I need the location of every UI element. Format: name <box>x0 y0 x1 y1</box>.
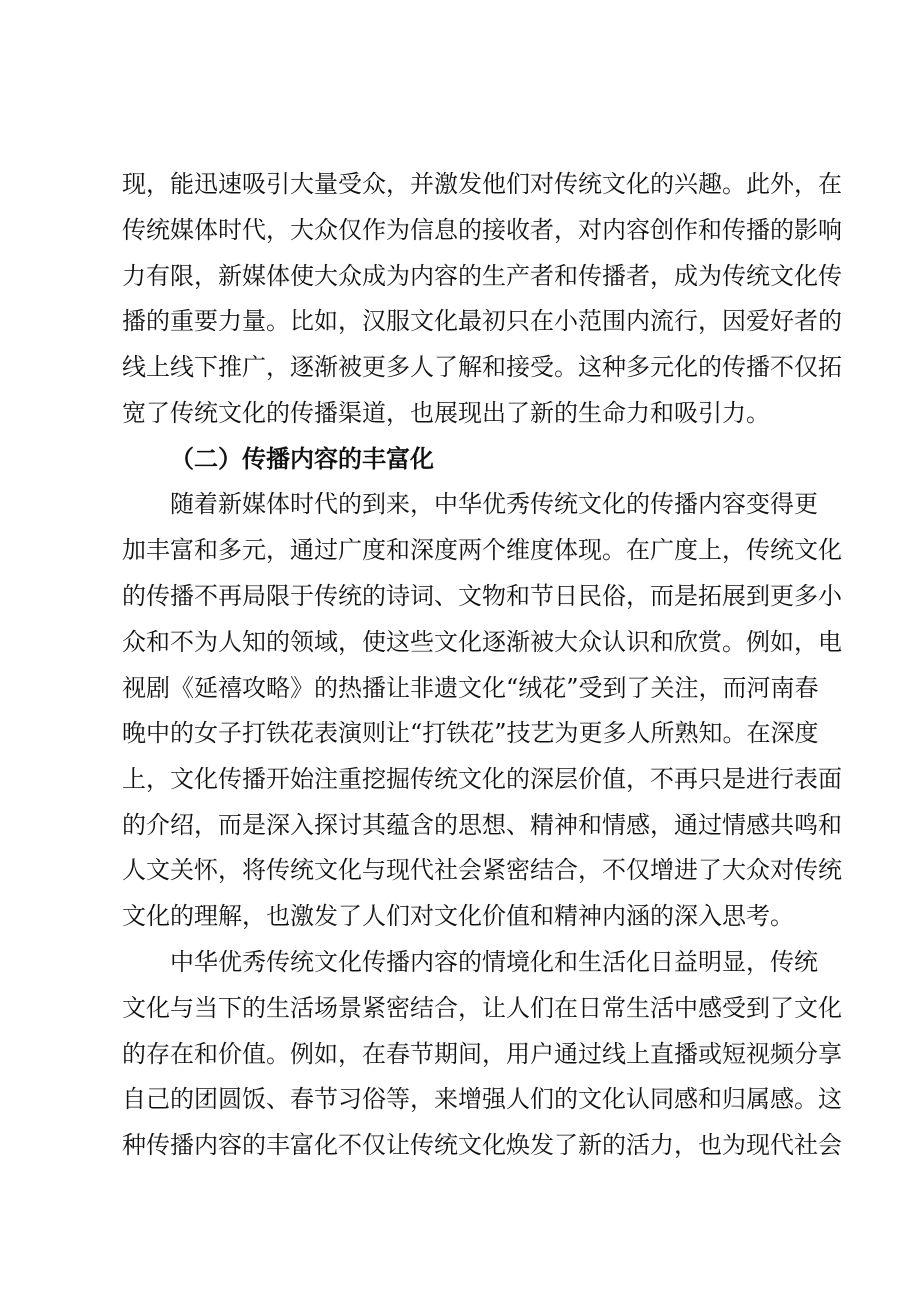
paragraph-line: 众和不为人知的领域，使这些文化逐渐被大众认识和欣赏。例如，电 <box>122 628 842 656</box>
paragraph-line: 力有限，新媒体使大众成为内容的生产者和传播者，成为传统文化传 <box>122 262 842 290</box>
paragraph-line: 传统媒体时代，大众仅作为信息的接收者，对内容创作和传播的影响 <box>122 216 842 244</box>
paragraph-line: 文化与当下的生活场景紧密结合，让人们在日常生活中感受到了文化 <box>122 994 842 1022</box>
paragraph-line: 宽了传统文化的传播渠道，也展现出了新的生命力和吸引力。 <box>122 399 770 427</box>
paragraph-line: 种传播内容的丰富化不仅让传统文化焕发了新的活力，也为现代社会 <box>122 1131 842 1159</box>
paragraph-line: 自己的团圆饭、春节习俗等，来增强人们的文化认同感和归属感。这 <box>122 1085 842 1113</box>
paragraph-line: 随着新媒体时代的到来，中华优秀传统文化的传播内容变得更 <box>170 490 818 518</box>
paragraph-line: 现，能迅速吸引大量受众，并激发他们对传统文化的兴趣。此外，在 <box>122 170 842 198</box>
paragraph-line: 的介绍，而是深入探讨其蕴含的思想、精神和情感，通过情感共鸣和 <box>122 811 842 839</box>
paragraph-line: 晚中的女子打铁花表演则让“打铁花”技艺为更多人所熟知。在深度 <box>122 719 819 747</box>
paragraph-line: 视剧《延禧攻略》的热播让非遗文化“绒花”受到了关注，而河南春 <box>122 674 819 702</box>
paragraph-line: 中华优秀传统文化传播内容的情境化和生活化日益明显，传统 <box>170 948 818 976</box>
section-heading: （二）传播内容的丰富化 <box>170 445 434 473</box>
paragraph-line: 上，文化传播开始注重挖掘传统文化的深层价值，不再只是进行表面 <box>122 765 842 793</box>
paragraph-line: 播的重要力量。比如，汉服文化最初只在小范围内流行，因爱好者的 <box>122 307 842 335</box>
paragraph-line: 人文关怀，将传统文化与现代社会紧密结合，不仅增进了大众对传统 <box>122 856 842 884</box>
paragraph-line: 的存在和价值。例如，在春节期间，用户通过线上直播或短视频分享 <box>122 1040 842 1068</box>
paragraph-line: 线上线下推广，逐渐被更多人了解和接受。这种多元化的传播不仅拓 <box>122 353 842 381</box>
paragraph-line: 文化的理解，也激发了人们对文化价值和精神内涵的深入思考。 <box>122 902 794 930</box>
paragraph-line: 加丰富和多元，通过广度和深度两个维度体现。在广度上，传统文化 <box>122 536 842 564</box>
paragraph-line: 的传播不再局限于传统的诗词、文物和节日民俗，而是拓展到更多小 <box>122 582 842 610</box>
